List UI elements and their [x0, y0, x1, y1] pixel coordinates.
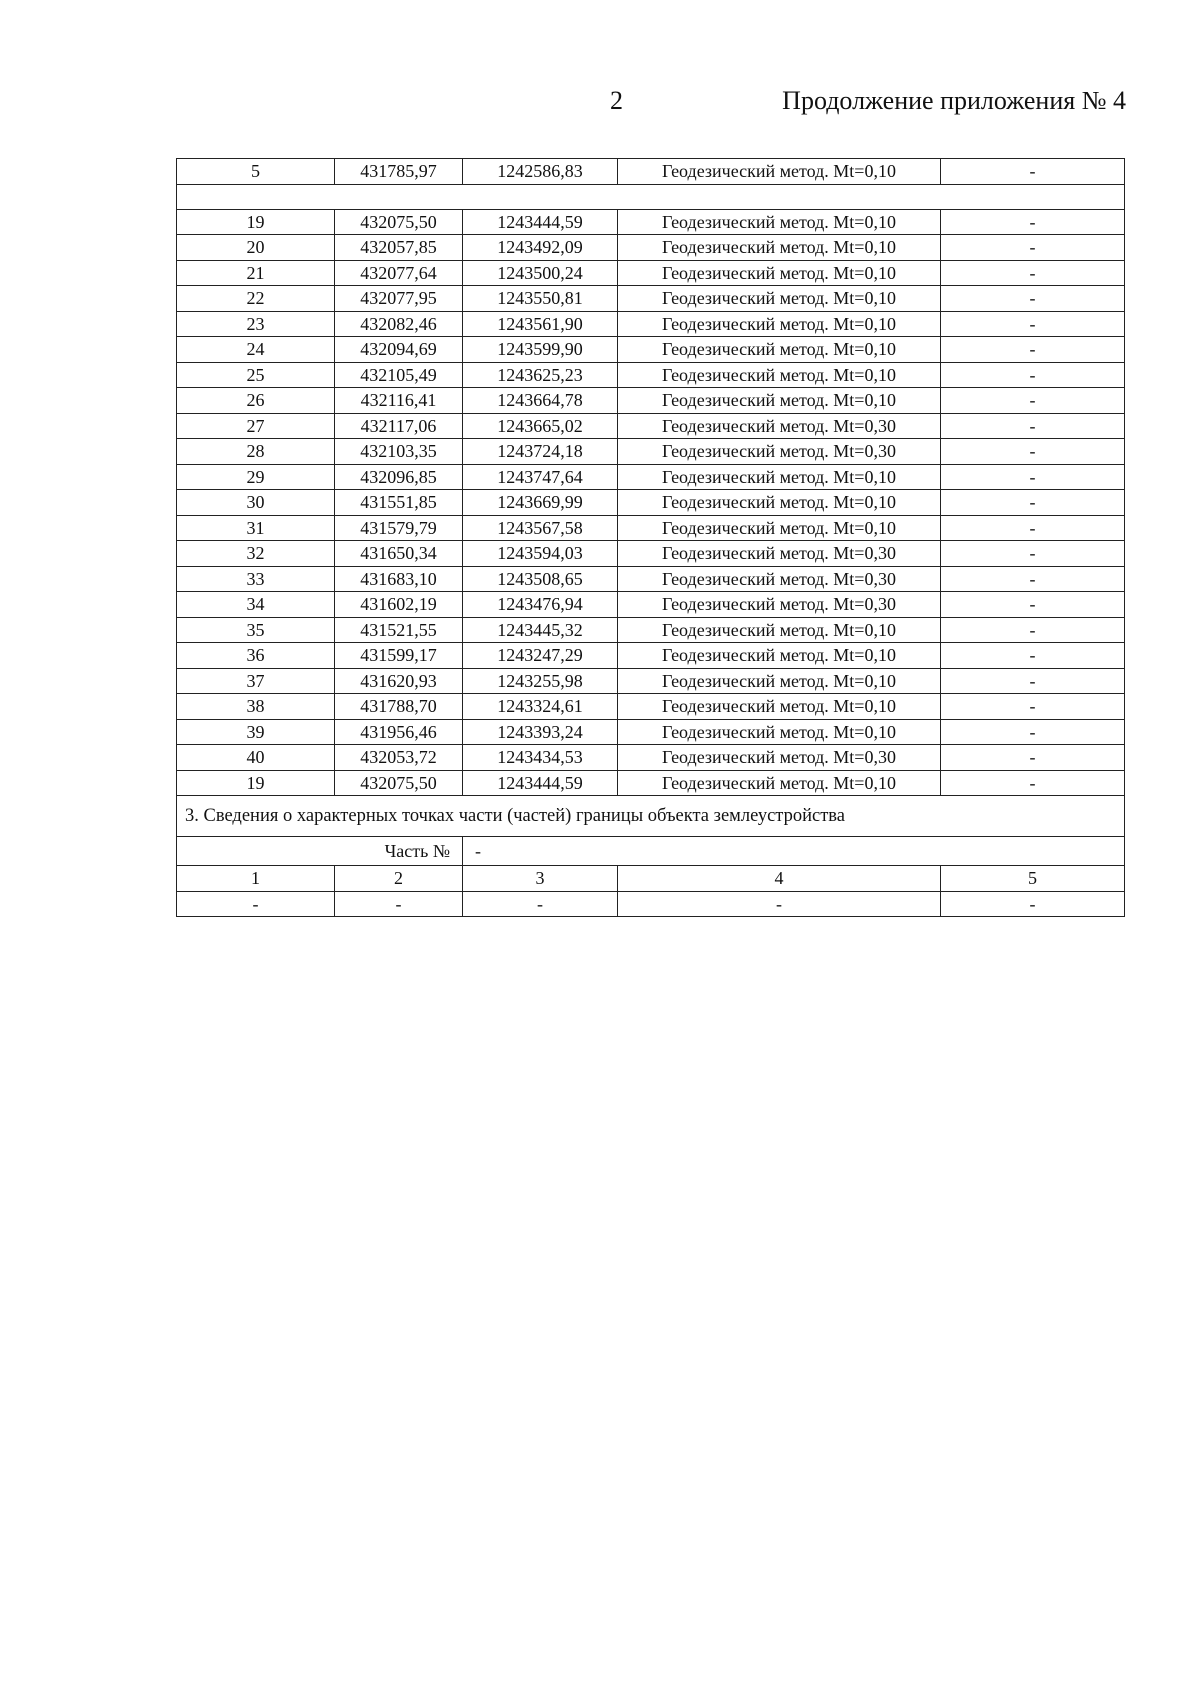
coordinate-x: 431788,70 — [335, 694, 463, 720]
point-number: 34 — [177, 592, 335, 618]
empty-cell: - — [941, 891, 1125, 917]
method-cell: Геодезический метод. Mt=0,10 — [618, 719, 941, 745]
coordinate-x: 431650,34 — [335, 541, 463, 567]
point-number: 28 — [177, 439, 335, 465]
point-number: 31 — [177, 515, 335, 541]
method-cell: Геодезический метод. Mt=0,10 — [618, 490, 941, 516]
coordinate-y: 1243492,09 — [463, 235, 618, 261]
coordinate-y: 1243664,78 — [463, 388, 618, 414]
coordinate-y: 1243324,61 — [463, 694, 618, 720]
point-number: 22 — [177, 286, 335, 312]
method-cell: Геодезический метод. Mt=0,30 — [618, 413, 941, 439]
note-cell: - — [941, 235, 1125, 261]
point-number: 24 — [177, 337, 335, 363]
coordinate-y: 1243561,90 — [463, 311, 618, 337]
empty-data-row — [177, 891, 1125, 917]
coordinate-x: 431599,17 — [335, 643, 463, 669]
note-cell: - — [941, 362, 1125, 388]
method-cell: Геодезический метод. Mt=0,10 — [618, 235, 941, 261]
table-row — [177, 311, 1125, 337]
table-row — [177, 541, 1125, 567]
coordinate-y: 1243669,99 — [463, 490, 618, 516]
note-cell: - — [941, 413, 1125, 439]
coordinate-y: 1243255,98 — [463, 668, 618, 694]
coordinate-x: 431956,46 — [335, 719, 463, 745]
method-cell: Геодезический метод. Mt=0,10 — [618, 668, 941, 694]
page-header-title: Продолжение приложения № 4 — [782, 86, 1126, 115]
method-cell: Геодезический метод. Mt=0,30 — [618, 745, 941, 771]
column-number: 3 — [463, 866, 618, 892]
part-value: - — [463, 837, 1125, 866]
note-cell: - — [941, 464, 1125, 490]
note-cell: - — [941, 209, 1125, 235]
coordinate-x: 432096,85 — [335, 464, 463, 490]
note-cell: - — [941, 286, 1125, 312]
method-cell: Геодезический метод. Mt=0,10 — [618, 209, 941, 235]
point-number: 37 — [177, 668, 335, 694]
coordinate-y: 1243665,02 — [463, 413, 618, 439]
empty-cell: - — [618, 891, 941, 917]
table-row — [177, 413, 1125, 439]
point-number: 26 — [177, 388, 335, 414]
coordinate-y: 1243594,03 — [463, 541, 618, 567]
coordinate-y: 1243444,59 — [463, 770, 618, 796]
note-cell: - — [941, 617, 1125, 643]
point-number: 33 — [177, 566, 335, 592]
table-row — [177, 694, 1125, 720]
method-cell: Геодезический метод. Mt=0,10 — [618, 770, 941, 796]
coordinate-y: 1243625,23 — [463, 362, 618, 388]
coordinate-y: 1243567,58 — [463, 515, 618, 541]
table-row — [177, 260, 1125, 286]
note-cell: - — [941, 770, 1125, 796]
coordinate-x: 431551,85 — [335, 490, 463, 516]
coordinate-x: 432075,50 — [335, 209, 463, 235]
blank-cell — [177, 184, 1125, 209]
coordinate-y: 1243247,29 — [463, 643, 618, 669]
method-cell: Геодезический метод. Mt=0,10 — [618, 311, 941, 337]
coordinate-y: 1243724,18 — [463, 439, 618, 465]
column-number: 2 — [335, 866, 463, 892]
coordinate-x: 431683,10 — [335, 566, 463, 592]
table-row — [177, 566, 1125, 592]
point-number: 35 — [177, 617, 335, 643]
note-cell: - — [941, 566, 1125, 592]
empty-cell: - — [463, 891, 618, 917]
coordinate-y: 1243500,24 — [463, 260, 618, 286]
note-cell: - — [941, 311, 1125, 337]
coordinate-y: 1243444,59 — [463, 209, 618, 235]
note-cell: - — [941, 643, 1125, 669]
table-row — [177, 592, 1125, 618]
method-cell: Геодезический метод. Mt=0,10 — [618, 694, 941, 720]
table-row — [177, 515, 1125, 541]
note-cell: - — [941, 337, 1125, 363]
coordinate-y: 1243508,65 — [463, 566, 618, 592]
note-cell: - — [941, 515, 1125, 541]
table-row — [177, 464, 1125, 490]
note-cell: - — [941, 541, 1125, 567]
table-row — [177, 337, 1125, 363]
table-row — [177, 388, 1125, 414]
coordinate-x: 432077,95 — [335, 286, 463, 312]
empty-cell: - — [177, 891, 335, 917]
point-number: 5 — [177, 159, 335, 185]
table-row — [177, 770, 1125, 796]
coordinates-table — [176, 158, 1125, 917]
note-cell: - — [941, 745, 1125, 771]
coordinate-x: 432116,41 — [335, 388, 463, 414]
coordinate-x: 432057,85 — [335, 235, 463, 261]
table-row — [177, 286, 1125, 312]
coordinate-x: 431602,19 — [335, 592, 463, 618]
method-cell: Геодезический метод. Mt=0,30 — [618, 566, 941, 592]
column-numbers-row — [177, 866, 1125, 892]
table-row — [177, 668, 1125, 694]
coordinate-x: 431620,93 — [335, 668, 463, 694]
method-cell: Геодезический метод. Mt=0,30 — [618, 541, 941, 567]
note-cell: - — [941, 439, 1125, 465]
coordinate-y: 1243445,32 — [463, 617, 618, 643]
table-row — [177, 235, 1125, 261]
point-number: 25 — [177, 362, 335, 388]
note-cell: - — [941, 260, 1125, 286]
method-cell: Геодезический метод. Mt=0,10 — [618, 643, 941, 669]
coordinate-y: 1243434,53 — [463, 745, 618, 771]
table-row — [177, 617, 1125, 643]
coordinate-y: 1243476,94 — [463, 592, 618, 618]
table-row — [177, 159, 1125, 185]
method-cell: Геодезический метод. Mt=0,10 — [618, 286, 941, 312]
table-row — [177, 362, 1125, 388]
empty-cell: - — [335, 891, 463, 917]
point-number: 19 — [177, 209, 335, 235]
page-number: 2 — [610, 86, 623, 115]
column-number: 1 — [177, 866, 335, 892]
coordinate-x: 432082,46 — [335, 311, 463, 337]
coordinate-x: 432117,06 — [335, 413, 463, 439]
table-row — [177, 719, 1125, 745]
coordinate-y: 1243747,64 — [463, 464, 618, 490]
method-cell: Геодезический метод. Mt=0,30 — [618, 439, 941, 465]
blank-row — [177, 184, 1125, 209]
point-number: 27 — [177, 413, 335, 439]
coordinate-x: 431785,97 — [335, 159, 463, 185]
part-row — [177, 837, 1125, 866]
point-number: 19 — [177, 770, 335, 796]
coordinate-y: 1243393,24 — [463, 719, 618, 745]
point-number: 30 — [177, 490, 335, 516]
point-number: 32 — [177, 541, 335, 567]
point-number: 40 — [177, 745, 335, 771]
coordinate-x: 432075,50 — [335, 770, 463, 796]
coordinate-x: 432103,35 — [335, 439, 463, 465]
coordinate-y: 1243550,81 — [463, 286, 618, 312]
coordinate-x: 432077,64 — [335, 260, 463, 286]
method-cell: Геодезический метод. Mt=0,10 — [618, 159, 941, 185]
table-row — [177, 490, 1125, 516]
note-cell: - — [941, 719, 1125, 745]
coordinate-y: 1242586,83 — [463, 159, 618, 185]
point-number: 36 — [177, 643, 335, 669]
coordinate-x: 431579,79 — [335, 515, 463, 541]
coordinate-x: 432105,49 — [335, 362, 463, 388]
method-cell: Геодезический метод. Mt=0,10 — [618, 515, 941, 541]
coordinate-x: 432094,69 — [335, 337, 463, 363]
note-cell: - — [941, 592, 1125, 618]
point-number: 38 — [177, 694, 335, 720]
note-cell: - — [941, 668, 1125, 694]
section-3-row — [177, 796, 1125, 837]
note-cell: - — [941, 159, 1125, 185]
part-label: Часть № — [177, 837, 463, 866]
method-cell: Геодезический метод. Mt=0,10 — [618, 362, 941, 388]
method-cell: Геодезический метод. Mt=0,10 — [618, 464, 941, 490]
method-cell: Геодезический метод. Mt=0,10 — [618, 260, 941, 286]
note-cell: - — [941, 388, 1125, 414]
method-cell: Геодезический метод. Mt=0,30 — [618, 592, 941, 618]
point-number: 21 — [177, 260, 335, 286]
point-number: 20 — [177, 235, 335, 261]
coordinate-x: 431521,55 — [335, 617, 463, 643]
table-row — [177, 209, 1125, 235]
method-cell: Геодезический метод. Mt=0,10 — [618, 388, 941, 414]
coordinate-y: 1243599,90 — [463, 337, 618, 363]
section-3-title: 3. Сведения о характерных точках части (частей) границы объекта землеустройства — [177, 796, 1125, 837]
method-cell: Геодезический метод. Mt=0,10 — [618, 337, 941, 363]
point-number: 29 — [177, 464, 335, 490]
table-row — [177, 439, 1125, 465]
note-cell: - — [941, 694, 1125, 720]
point-number: 23 — [177, 311, 335, 337]
method-cell: Геодезический метод. Mt=0,10 — [618, 617, 941, 643]
point-number: 39 — [177, 719, 335, 745]
column-number: 4 — [618, 866, 941, 892]
table-row — [177, 643, 1125, 669]
column-number: 5 — [941, 866, 1125, 892]
coordinate-x: 432053,72 — [335, 745, 463, 771]
note-cell: - — [941, 490, 1125, 516]
table-row — [177, 745, 1125, 771]
